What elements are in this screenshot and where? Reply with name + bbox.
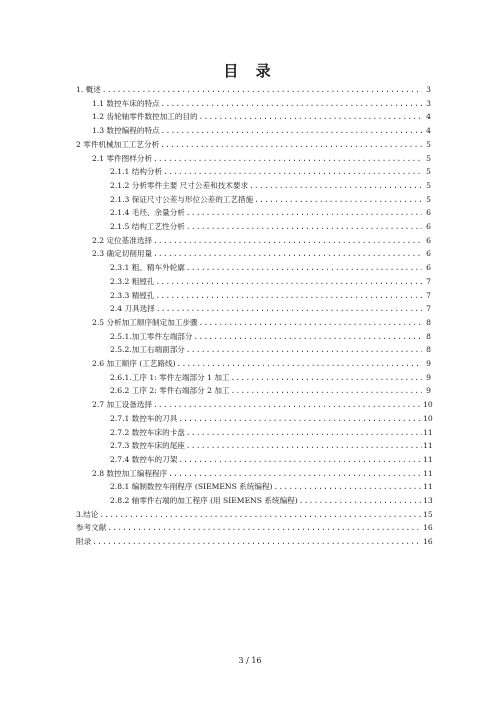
toc-leader-dots	[299, 495, 422, 507]
toc-entry-page: 6	[426, 222, 431, 231]
toc-leader-dots	[161, 125, 422, 137]
toc-leader-dots	[107, 522, 422, 534]
toc-entry-label: 2.3 确定切削用量	[92, 249, 153, 259]
toc-entry[interactable]	[92, 153, 431, 165]
toc-leader-dots	[160, 139, 422, 151]
toc-entry-label: 2.6.2 工序 2: 零件右端部分 2 加工	[110, 386, 230, 396]
toc-entry-label: 参考文献	[76, 523, 107, 533]
toc-entry-label: 附录	[76, 537, 92, 547]
toc-entry-label: 2.7.2 数控车床的卡盘	[110, 427, 185, 437]
toc-entry-label: 2.8.1 编制数控车削程序 (SIEMENS 系统编程)	[110, 482, 273, 492]
toc-leader-dots	[178, 454, 422, 466]
toc-entry-label: 2.1.5 结构工艺性分析	[110, 222, 185, 231]
toc-entry-label: 2.8 数控加工编程程序	[92, 468, 168, 478]
toc-entry-label: 2.3.3 精镗孔	[110, 290, 155, 300]
toc-entry-page: 5	[426, 194, 431, 204]
toc-entry-label: 2.7.3 数控车床的尾座	[110, 441, 185, 451]
toc-entry-page: 16	[423, 537, 433, 547]
toc-entry[interactable]	[110, 440, 431, 452]
toc-entry-page: 8	[426, 331, 431, 341]
toc-entry[interactable]	[92, 235, 431, 247]
toc-entry-page: 4	[426, 126, 431, 136]
toc-entry-page: 11	[423, 441, 433, 451]
toc-leader-dots	[153, 248, 422, 260]
toc-leader-dots	[153, 235, 422, 247]
toc-entry-label: 2.8.2 轴零件右端的加工程序 (用 SIEMENS 系统编程)	[110, 496, 298, 505]
toc-entry-label: 2.1.1 结构分析	[110, 167, 163, 177]
toc-entry-page: 8	[426, 317, 431, 327]
toc-entry-page: 10	[423, 400, 433, 410]
toc-entry[interactable]	[92, 317, 431, 329]
toc-entry-page: 11	[423, 482, 433, 492]
toc-leader-dots	[156, 303, 422, 315]
toc-entry[interactable]	[110, 180, 431, 192]
toc-entry-label: 2.5.2.加工右端面部分	[110, 345, 185, 355]
toc-entry[interactable]	[76, 139, 431, 151]
toc-entry[interactable]	[110, 207, 431, 219]
toc-leader-dots	[186, 262, 422, 274]
toc-entry-label: 2.7.1 数控车的刀具	[110, 413, 178, 423]
toc-entry[interactable]	[110, 385, 431, 397]
toc-entry-label: 2.1.4 毛坯、余量分析	[110, 208, 185, 218]
toc-leader-dots	[177, 358, 422, 370]
toc-entry-label: 2.5 分析加工顺序制定加工步骤	[92, 317, 198, 327]
toc-entry-page: 3	[426, 98, 431, 108]
toc-entry[interactable]	[110, 454, 431, 466]
toc-entry-page: 10	[423, 413, 433, 423]
toc-entry-page: 6	[426, 249, 431, 259]
toc-leader-dots	[194, 331, 423, 343]
toc-entry-page: 9	[426, 386, 431, 396]
toc-leader-dots	[161, 98, 422, 110]
toc-entry[interactable]	[92, 125, 431, 137]
toc-leader-dots	[274, 481, 422, 493]
toc-entry-page: 15	[423, 509, 433, 519]
toc-entry-label: 2 零件机械加工工艺分析	[76, 139, 160, 149]
toc-entry-page: 5	[426, 153, 431, 163]
toc-entry-page: 7	[426, 290, 431, 300]
toc-entry[interactable]	[110, 481, 431, 493]
toc-entry-page: 5	[426, 180, 431, 190]
toc-entry[interactable]	[110, 303, 431, 315]
toc-leader-dots	[231, 385, 422, 397]
toc-entry-page: 8	[426, 345, 431, 355]
toc-entry[interactable]	[92, 98, 431, 110]
toc-entry[interactable]	[76, 522, 431, 534]
toc-leader-dots	[156, 290, 422, 302]
toc-entry[interactable]	[110, 221, 431, 233]
toc-entry[interactable]	[110, 290, 431, 302]
toc-entry[interactable]	[110, 427, 431, 439]
toc-leader-dots	[163, 166, 422, 178]
toc-entry[interactable]	[92, 358, 431, 370]
toc-entry-page: 7	[426, 276, 431, 286]
toc-leader-dots	[249, 180, 422, 192]
toc-entry[interactable]	[92, 399, 431, 411]
toc-entry[interactable]	[110, 331, 431, 343]
toc-entry-label: 2.3.1 粗、精车外轮廓	[110, 263, 185, 273]
toc-entry-page: 9	[426, 372, 431, 382]
toc-entry-page: 5	[426, 167, 431, 177]
toc-entry-label: 2.3.2 粗镗孔	[110, 276, 155, 286]
toc-entry[interactable]	[110, 372, 431, 384]
toc-entry-page: 4	[426, 112, 431, 122]
toc-entry-label: 2.1.3 保证尺寸公差与形位公差的工艺措施	[110, 194, 254, 204]
toc-entry-page: 9	[426, 359, 431, 368]
page-number: 3 / 16	[238, 656, 262, 665]
toc-leader-dots	[102, 84, 422, 96]
toc-entry[interactable]	[76, 84, 431, 96]
toc-entry[interactable]	[76, 509, 431, 521]
toc-leader-dots	[153, 153, 422, 165]
toc-leader-dots	[178, 413, 422, 425]
toc-entry-page: 11	[423, 468, 433, 478]
toc-leader-dots	[186, 221, 422, 233]
toc-entry-page: 3	[426, 85, 431, 94]
toc-entry[interactable]	[110, 495, 431, 507]
toc-entry-page: 16	[423, 523, 433, 533]
toc-leader-dots	[156, 276, 422, 288]
toc-entry-page: 7	[426, 304, 431, 314]
toc-entry-label: 2.7 加工设备选择	[92, 400, 153, 410]
toc-leader-dots	[199, 111, 422, 123]
toc-entry-page: 6	[426, 235, 431, 245]
toc-entry[interactable]	[92, 248, 431, 260]
toc-entry-label: 1.3 数控编程的特点	[92, 126, 160, 136]
toc-entry-page: 13	[423, 496, 433, 505]
toc-leader-dots	[186, 344, 422, 356]
toc-leader-dots	[186, 440, 422, 452]
toc-entry[interactable]	[92, 111, 431, 123]
toc-entry[interactable]	[76, 536, 431, 548]
toc-entry-label: 2.4 刀具选择	[110, 304, 155, 314]
toc-entry-label: 2.2 定位基准选择	[92, 235, 153, 245]
toc-leader-dots	[168, 468, 422, 480]
toc-leader-dots	[186, 427, 422, 439]
toc-entry-page: 5	[426, 139, 431, 149]
toc-entry-label: 2.1 零件图样分析	[92, 153, 153, 163]
toc-entry-page: 6	[426, 208, 431, 218]
toc-entry[interactable]	[110, 166, 431, 178]
toc-leader-dots	[153, 399, 422, 411]
toc-entry[interactable]	[110, 262, 431, 274]
toc-entry-label: 2.6.1.工序 1: 零件左端部分 1 加工	[110, 372, 230, 382]
toc-entry[interactable]	[110, 194, 431, 206]
toc-entry-label: 2.1.2 分析零件主要 尺寸公差和技术要求	[110, 180, 249, 190]
toc-entry-page: 6	[426, 263, 431, 273]
toc-entry[interactable]	[110, 276, 431, 288]
toc-entry[interactable]	[92, 468, 431, 480]
toc-leader-dots	[186, 207, 422, 219]
toc-leader-dots	[254, 194, 422, 206]
toc-entry[interactable]	[110, 413, 431, 425]
toc-title: 目 录	[223, 62, 277, 80]
toc-entry-page: 11	[423, 454, 433, 464]
toc-entry[interactable]	[110, 344, 431, 356]
toc-leader-dots	[199, 317, 422, 329]
toc-entry-label: 2.5.1.加工零件左端部分	[110, 331, 193, 341]
toc-entry-label: 3.结论	[76, 509, 99, 519]
toc-entry-label: 2.6 加工顺序 (工艺路线)	[92, 359, 176, 368]
toc-leader-dots	[99, 509, 422, 521]
toc-entry-label: 1.2 齿轮轴零件数控加工的目的	[92, 112, 198, 122]
toc-leader-dots	[92, 536, 422, 548]
toc-leader-dots	[231, 372, 422, 384]
toc-entry-label: 1. 概述	[76, 85, 101, 94]
toc-entry-label: 1.1 数控车床的特点	[92, 98, 160, 108]
toc-entry-page: 11	[423, 427, 433, 437]
toc-entry-label: 2.7.4 数控车的刀架	[110, 454, 178, 464]
